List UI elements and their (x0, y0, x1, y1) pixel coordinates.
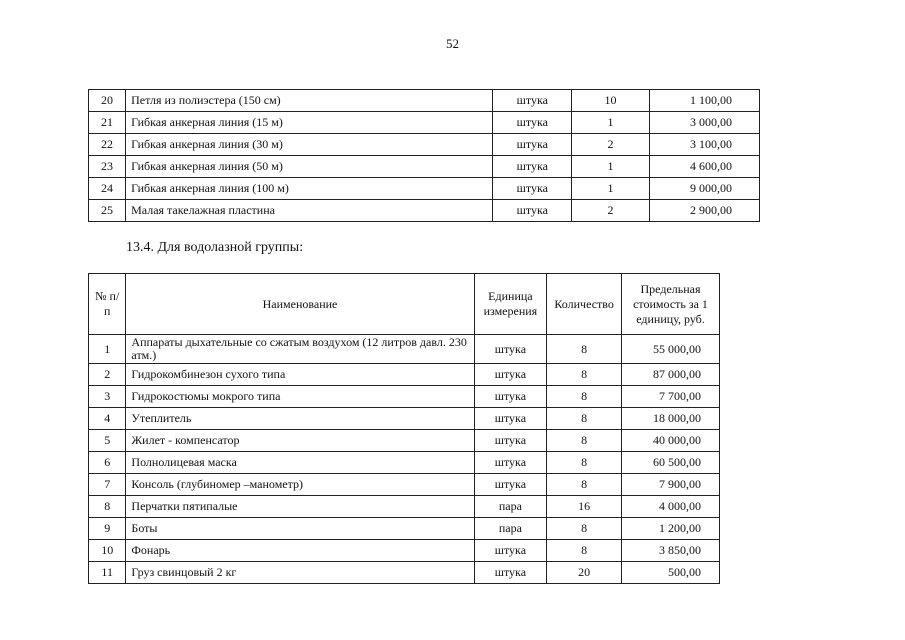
cell-num: 10 (89, 540, 126, 562)
cell-num: 8 (89, 496, 126, 518)
cell-name: Гибкая анкерная линия (50 м) (126, 156, 493, 178)
cell-qty: 8 (547, 364, 622, 386)
table-row (89, 112, 760, 134)
cell-unit: штука (493, 200, 572, 222)
cell-name: Перчатки пятипалые (126, 496, 474, 518)
cell-name: Консоль (глубиномер –манометр) (126, 474, 474, 496)
table-row (89, 562, 720, 584)
cell-num: 23 (89, 156, 126, 178)
cell-num: 4 (89, 408, 126, 430)
cell-price: 500,00 (622, 562, 720, 584)
cell-qty: 8 (547, 540, 622, 562)
cell-unit: штука (474, 364, 547, 386)
cell-num: 21 (89, 112, 126, 134)
cell-num: 6 (89, 452, 126, 474)
cell-name: Малая такелажная пластина (126, 200, 493, 222)
table-row (89, 430, 720, 452)
cell-unit: штука (474, 474, 547, 496)
table-row (89, 335, 720, 364)
header-price: Предельная стоимость за 1 единицу, руб. (622, 274, 720, 335)
cell-qty: 8 (547, 474, 622, 496)
table-body (89, 90, 760, 222)
cell-name: Утеплитель (126, 408, 474, 430)
cell-price: 3 000,00 (649, 112, 759, 134)
cell-qty: 2 (572, 134, 650, 156)
table-row (89, 474, 720, 496)
table-row (89, 156, 760, 178)
cell-qty: 8 (547, 386, 622, 408)
cell-price: 60 500,00 (622, 452, 720, 474)
cell-price: 40 000,00 (622, 430, 720, 452)
cell-qty: 8 (547, 335, 622, 364)
cell-qty: 8 (547, 452, 622, 474)
cell-name: Полнолицевая маска (126, 452, 474, 474)
cell-num: 7 (89, 474, 126, 496)
table-row (89, 90, 760, 112)
header-row (89, 274, 720, 335)
equipment-table-continued (88, 89, 760, 222)
cell-price: 3 850,00 (622, 540, 720, 562)
cell-name: Гибкая анкерная линия (30 м) (126, 134, 493, 156)
cell-price: 55 000,00 (622, 335, 720, 364)
cell-price: 4 000,00 (622, 496, 720, 518)
cell-name: Петля из полиэстера (150 см) (126, 90, 493, 112)
cell-name: Груз свинцовый 2 кг (126, 562, 474, 584)
cell-num: 3 (89, 386, 126, 408)
cell-qty: 8 (547, 518, 622, 540)
cell-qty: 2 (572, 200, 650, 222)
cell-unit: штука (493, 156, 572, 178)
cell-num: 20 (89, 90, 126, 112)
cell-unit: штука (493, 90, 572, 112)
diving-group-table (88, 273, 720, 584)
table-row (89, 364, 720, 386)
cell-name: Гидрокостюмы мокрого типа (126, 386, 474, 408)
table-body (89, 335, 720, 584)
cell-price: 7 900,00 (622, 474, 720, 496)
cell-qty: 10 (572, 90, 650, 112)
cell-unit: штука (493, 178, 572, 200)
cell-qty: 16 (547, 496, 622, 518)
table-row (89, 386, 720, 408)
header-num: № п/п (89, 274, 126, 335)
cell-price: 18 000,00 (622, 408, 720, 430)
table-row (89, 134, 760, 156)
cell-unit: пара (474, 496, 547, 518)
table-row (89, 540, 720, 562)
cell-price: 1 100,00 (649, 90, 759, 112)
cell-unit: штука (474, 562, 547, 584)
cell-num: 5 (89, 430, 126, 452)
cell-unit: штука (474, 430, 547, 452)
cell-unit: штука (474, 452, 547, 474)
cell-price: 4 600,00 (649, 156, 759, 178)
header-unit: Единица измерения (474, 274, 547, 335)
table-row (89, 408, 720, 430)
cell-unit: штука (474, 386, 547, 408)
cell-qty: 1 (572, 112, 650, 134)
cell-unit: штука (474, 540, 547, 562)
cell-price: 3 100,00 (649, 134, 759, 156)
cell-name: Гидрокомбинезон сухого типа (126, 364, 474, 386)
cell-qty: 8 (547, 408, 622, 430)
cell-unit: штука (493, 112, 572, 134)
section-heading: 13.4. Для водолазной группы: (126, 240, 304, 255)
cell-price: 7 700,00 (622, 386, 720, 408)
cell-name: Гибкая анкерная линия (15 м) (126, 112, 493, 134)
cell-qty: 1 (572, 178, 650, 200)
page-number: 52 (446, 36, 459, 51)
cell-price: 2 900,00 (649, 200, 759, 222)
table-row (89, 178, 760, 200)
table-row (89, 200, 760, 222)
table-row (89, 452, 720, 474)
table-row (89, 518, 720, 540)
cell-name: Аппараты дыхательные со сжатым воздухом (12 литров давл. 230 атм.) (126, 335, 474, 364)
table-row (89, 496, 720, 518)
cell-unit: штука (474, 335, 547, 364)
header-name: Наименование (126, 274, 474, 335)
cell-price: 1 200,00 (622, 518, 720, 540)
cell-name: Жилет - компенсатор (126, 430, 474, 452)
cell-name: Боты (126, 518, 474, 540)
cell-qty: 1 (572, 156, 650, 178)
cell-num: 22 (89, 134, 126, 156)
cell-num: 24 (89, 178, 126, 200)
cell-num: 11 (89, 562, 126, 584)
cell-unit: штука (493, 134, 572, 156)
cell-price: 87 000,00 (622, 364, 720, 386)
cell-price: 9 000,00 (649, 178, 759, 200)
cell-num: 2 (89, 364, 126, 386)
cell-num: 1 (89, 335, 126, 364)
table-header (89, 274, 720, 335)
cell-unit: пара (474, 518, 547, 540)
cell-qty: 20 (547, 562, 622, 584)
header-qty: Количество (547, 274, 622, 335)
cell-num: 25 (89, 200, 126, 222)
cell-unit: штука (474, 408, 547, 430)
cell-qty: 8 (547, 430, 622, 452)
cell-name: Гибкая анкерная линия (100 м) (126, 178, 493, 200)
cell-num: 9 (89, 518, 126, 540)
cell-name: Фонарь (126, 540, 474, 562)
